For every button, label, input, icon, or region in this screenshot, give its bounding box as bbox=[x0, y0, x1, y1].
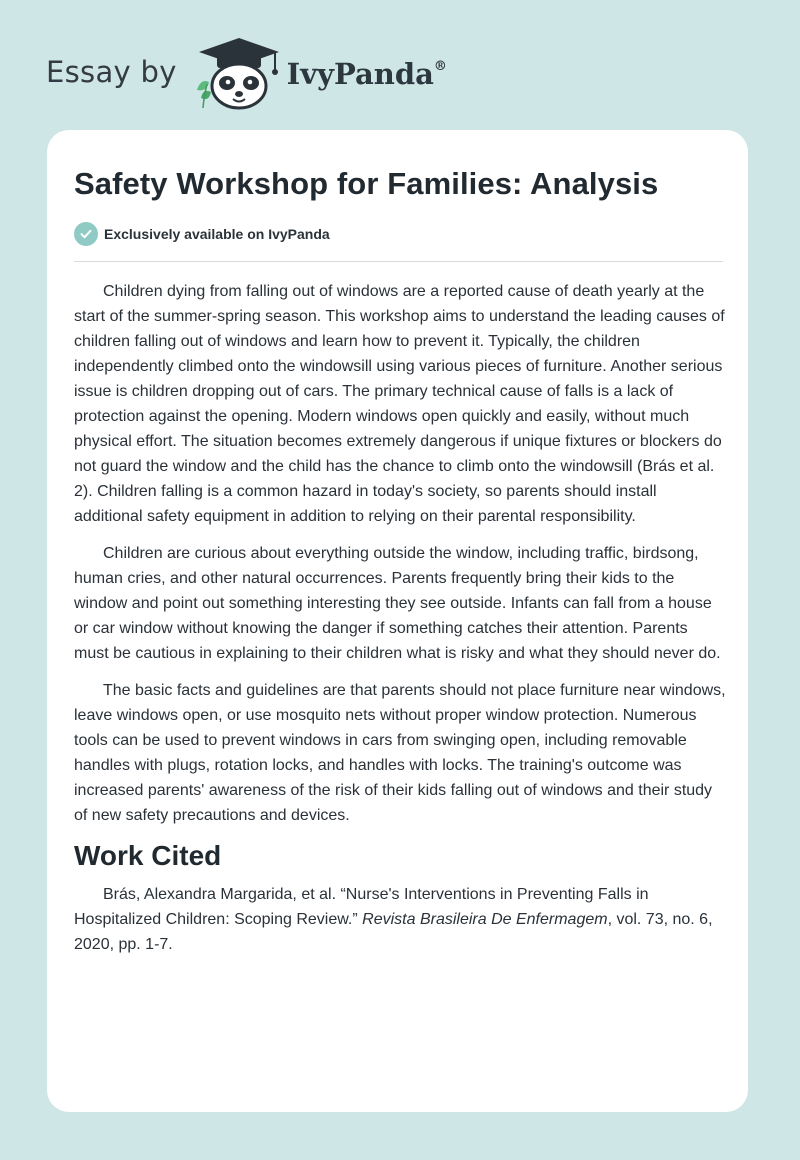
citation-authors-title: Brás, Alexandra Margarida, et al. “Nurse's Interventions in Preventing Falls in Hospitalized Children: Scoping Review.” bbox=[74, 886, 649, 928]
citation-entry bbox=[74, 882, 726, 957]
exclusive-badge bbox=[74, 222, 330, 246]
paragraph: Children dying from falling out of windows are a reported cause of death yearly at the start of the summer-spring season. This workshop aims to understand the leading causes of children falling out of windows and learn how to prevent it. Typically, the children independently climbed onto the windowsill using various pieces of furniture. Another serious issue is children dropping out of cars. The primary technical cause of falls is a lack of protection against the opening. Modern windows open quickly and easily, without much physical effort. The situation becomes extremely dangerous if unique fixtures or blockers do not guard the window and the child has the chance to climb onto the windowsill (Brás et al. 2). Children falling is a common hazard in today's society, so parents should install additional safety equipment in addition to relying on their parental responsibility. bbox=[74, 283, 725, 525]
check-icon bbox=[74, 222, 98, 246]
essay-body bbox=[74, 279, 726, 969]
badge-label: Exclusively available on IvyPanda bbox=[104, 226, 330, 242]
paragraph: Children are curious about everything outside the window, including traffic, birdsong, human cries, and other natural occurrences. Parents frequently bring their kids to the window and point out something interesting they see outside. Infants can fall from a house or car window without knowing the danger if something catches their attention. Parents must be cautious in explaining to their children what is risky and what they should never do. bbox=[74, 545, 721, 662]
citation-details: , vol. 73, no. 6, 2020, pp. 1-7. bbox=[74, 911, 713, 953]
page-title: Safety Workshop for Families: Analysis bbox=[74, 166, 659, 201]
brand-name[interactable]: IvyPanda® bbox=[286, 57, 447, 91]
essay-by-label: Essay by bbox=[46, 55, 177, 89]
divider bbox=[74, 261, 723, 262]
citation-journal: Revista Brasileira De Enfermagem bbox=[362, 911, 608, 928]
essay-card bbox=[47, 130, 748, 1112]
panda-logo-icon[interactable] bbox=[191, 34, 287, 110]
registered-mark: ® bbox=[433, 59, 447, 74]
works-cited-heading: Work Cited bbox=[74, 840, 222, 871]
site-header bbox=[46, 34, 447, 110]
paragraph: The basic facts and guidelines are that parents should not place furniture near windows, leave windows open, or use mosquito nets without proper window protection. Numerous tools can be used to prevent windows in cars from swinging open, including removable handles with plugs, rotation locks, and handles with locks. The training's outcome was increased parents' awareness of the risk of their kids falling out of windows and their study of new safety precautions and devices. bbox=[74, 682, 726, 824]
